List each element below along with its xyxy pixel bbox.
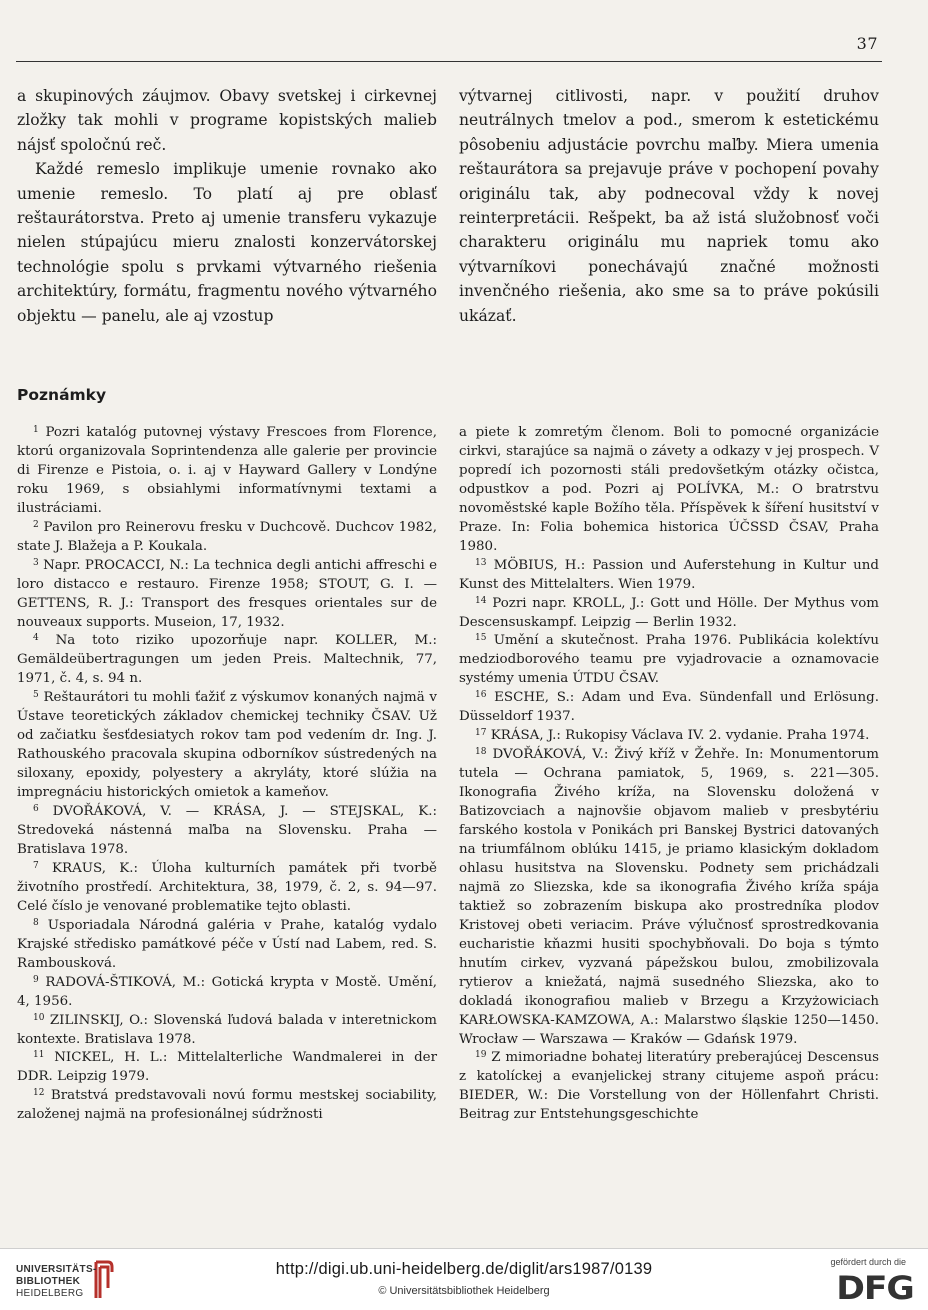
page-number: 37 (856, 34, 878, 53)
footnote (17, 1049, 437, 1087)
footnote-number: 3 (33, 557, 39, 568)
footnote (17, 519, 437, 557)
viewer-footer (0, 1248, 928, 1310)
footnote-text: Reštaurátori tu mohli ťažiť z výskumov konaných najmä v Ústave teoretických základov chemickej techniky ČSAV. Už od začiatku šesťdesiatych rokov tam pod vedením dr. Ing. J. Rathouského pracovala skupina odborníkov sústredených na siloxany, epoxidy, polyestery a akryláty, ktoré slúžia na impregnáciu historických omietok a kameňov. (17, 690, 437, 801)
footnote (17, 1012, 437, 1050)
footnote (17, 974, 437, 1012)
footnote-number: 14 (475, 595, 487, 606)
footnote-text: DVOŘÁKOVÁ, V.: Živý kříž v Žehře. In: Monumentorum tutela — Ochrana pamiatok, 5, 1969, s. 221—305. Ikonografia Živého kríža, na Slovensku doložená v Batizovciach a najnovšie objavom malieb v presbytériu farského kostola v Ponikách pri Banskej Bystrici datovaných na triumfálnom oblúku 1415, je priamo klasickým dokladom ohlasu husitstva na Slovensku. Podnety sem prichádzali najmä zo Sliezska, kde sa ikonografia Živého kríža spája taktiež so zobrazením biskupa ako prostredníka plodov Kristovej obeti veriacim. Práve výlučnosť sprostredkovania eucharistie kňazmi husiti spochybňovali. Do boja s týmto hnutím cirkev, vyzvaná pápežskou bulou, zmobilizovala rytierov a kniežatá, najmä susedného Sliezska, ako to dokladá ikonografiou malieb v Brzegu a Krzyżowiciach KARŁOWSKA-KAMZOWA, A.: Malarstwo śląskie 1250—1450. Wrocław — Warszawa — Kraków — Gdańsk 1979. (459, 747, 880, 1047)
footnote-number: 10 (33, 1012, 45, 1023)
footnote (17, 803, 437, 860)
footnote-text: NICKEL, H. L.: Mittelalterliche Wandmalerei in der DDR. Leipzig 1979. (17, 1050, 437, 1085)
footnote-number: 5 (33, 690, 39, 701)
footnote-text: RADOVÁ-ŠTIKOVÁ, M.: Gotická krypta v Mostě. Umění, 4, 1956. (17, 974, 437, 1009)
right-body-column (459, 84, 879, 328)
footnote (17, 1087, 437, 1125)
footnote (459, 632, 879, 689)
footnote-number: 15 (475, 633, 487, 644)
footnote-text: ESCHE, S.: Adam und Eva. Sündenfall und Erlösung. Düsseldorf 1937. (459, 690, 879, 725)
footnote-number: 18 (475, 747, 487, 758)
footnote (17, 917, 437, 974)
footnote-text: Pavilon pro Reinerovu fresku v Duchcově. Duchcov 1982, state J. Blažeja a P. Koukala. (17, 519, 437, 554)
footnote-text: Pozri katalóg putovnej výstavy Frescoes from Florence, ktorú organizovala Soprintendenza alle galerie per provincie di Firenze e Pistoia, o. i. aj v Hayward Gallery v Londýne roku 1969, s obsiahlymi informatívnymi textami a ilustráciami. (17, 425, 437, 516)
footnote (459, 727, 879, 746)
funder-label: gefördert durch die (830, 1257, 906, 1267)
footnote-number: 12 (33, 1088, 45, 1099)
footnote-text: DVOŘÁKOVÁ, V. — KRÁSA, J. — STEJSKAL, K.: Stredoveká nástenná maľba na Slovensku. Praha — Bratislava 1978. (17, 804, 437, 857)
footnote-text: Napr. PROCACCI, N.: La technica degli antichi affreschi e loro distacco e restauro. Firenze 1958; STOUT, G. I. — GETTENS, R. J.: Transport des fresques orientales sur de nouveaux supports. Museion, 17, 1932. (17, 557, 437, 630)
footnote-continuation: a piete k zomretým členom. Boli to pomocné organizácie cirkvi, starajúce sa najmä o závety a odkazy v jej prospech. V popredí ich pozornosti stáli predovšetkým otázky očistca, odpustkov a pod. Pozri aj POLÍVKA, M.: O bratrstvu novoměstské kaple Božího těla. Příspěvek k šíření husitství v Praze. In: Folia bohemica historica ÚČSSD ČSAV, Praha 1980. (459, 425, 879, 554)
notes-left-column (17, 424, 437, 1125)
footnote-number: 7 (33, 860, 39, 871)
notes-right-column (459, 424, 879, 1125)
footnote-text: Na toto riziko upozorňuje napr. KOLLER, M.: Gemäldeübertragungen um jeden Preis. Maltechnik, 77, 1971, č. 4, s. 94 n. (17, 633, 437, 687)
footnote-text: Z mimoriadne bohatej literatúry preberajúcej Descensus z katolíckej a evanjelickej strany citujeme aspoň prácu: BIEDER, W.: Die Vorstellung von der Höllenfahrt Christi. Beitrag zur Entstehungsgeschichte (459, 1050, 879, 1123)
footnote (459, 1049, 879, 1125)
body-paragraph: a skupinových záujmov. Obavy svetskej i cirkevnej zložky tak mohli v programe kopistských malieb nájsť spoločnú reč. (17, 87, 437, 154)
footnote-number: 4 (33, 633, 39, 644)
dfg-logo[interactable]: DFG (836, 1269, 914, 1307)
footnote-number: 13 (475, 557, 487, 568)
footnote-text: Umění a skutečnost. Praha 1976. Publikácia kolektívu medziodborového teamu pre vyjadrovacie a oznamovacie systémy umenia ÚTDU ČSAV. (459, 633, 879, 687)
footnote-number: 9 (33, 974, 39, 985)
footnote-number: 11 (33, 1050, 45, 1061)
footnote (459, 595, 879, 633)
body-paragraph: Každé remeslo implikuje umenie rovnako ako umenie remeslo. To platí aj pre oblasť reštaurátorstva. Preto aj umenie transferu vykazuje nielen stúpajúcu mieru znalosti konzervátorskej technológie spolu s prvkami výtvarného riešenia architektúry, formátu, fragmentu nového výtvarného objektu — panelu, ale aj vzostup (17, 160, 437, 325)
footnote-text: KRÁSA, J.: Rukopisy Václava IV. 2. vydanie. Praha 1974. (490, 728, 870, 744)
copyright-notice: © Universitätsbibliothek Heidelberg (378, 1285, 550, 1297)
permalink-url[interactable]: http://digi.ub.uni-heidelberg.de/diglit/ars1987/0139 (275, 1260, 653, 1278)
footnote (459, 557, 879, 595)
footnote (17, 424, 437, 519)
footnote-text: Usporiadala Národná galéria v Prahe, katalóg vydalo Krajské středisko památkové péče v Ústí nad Labem, red. S. Rambousková. (17, 917, 437, 971)
footnote (459, 689, 879, 727)
library-name-line: UNIVERSITÄTS- (16, 1264, 97, 1275)
footnote (17, 632, 437, 689)
library-name-line: HEIDELBERG (16, 1288, 84, 1299)
footnote (17, 860, 437, 917)
body-paragraph: výtvarnej citlivosti, napr. v použití druhov neutrálnych tmelov a pod., smerom k estetickému pôsobeniu adjustácie povrchu maľby. Miera umenia reštaurátora sa prejavuje práve v pochopení povahy originálu tak, aby podnecoval vždy k novej reinterpretácii. Rešpekt, ba až istá služobnosť voči charakteru originálu mu napriek tomu ako výtvarníkovi ponechávajú značné možnosti invenčného riešenia, ako sme sa to práve pokúsili ukázať. (459, 87, 879, 325)
library-name-line: BIBLIOTHEK (16, 1276, 81, 1287)
footnote (459, 746, 879, 1049)
footnote (17, 557, 437, 633)
footnote-text: Pozri napr. KROLL, J.: Gott und Hölle. Der Mythus vom Descensuskampf. Leipzig — Berlin 1932. (459, 595, 879, 630)
footnote-number: 16 (475, 690, 487, 701)
footnote-text: KRAUS, K.: Úloha kulturních památek při tvorbě životního prostředí. Architektura, 38, 1979, č. 2, s. 94—97. Celé číslo je venované problematike tejto oblasti. (17, 860, 437, 914)
footnote-number: 19 (475, 1050, 487, 1061)
footnote (17, 689, 437, 803)
header-rule (16, 61, 882, 62)
footnote-number: 2 (33, 519, 39, 530)
footnote-number: 8 (33, 917, 39, 928)
footnote-text: ZILINSKIJ, O.: Slovenská ľudová balada v interetnickom kontexte. Bratislava 1978. (17, 1012, 437, 1047)
notes-heading: Poznámky (17, 386, 107, 404)
footnote-text: MÖBIUS, H.: Passion und Auferstehung in Kultur und Kunst des Mittelalters. Wien 1979. (459, 557, 879, 592)
footnote-number: 1 (33, 425, 39, 435)
footnote-number: 17 (475, 728, 487, 739)
left-body-column (17, 84, 437, 328)
footnote-number: 6 (33, 804, 39, 815)
footnote-text: Bratstvá predstavovali novú formu mestskej sociability, založenej najmä na profesionálnej súdržnosti (17, 1088, 437, 1123)
